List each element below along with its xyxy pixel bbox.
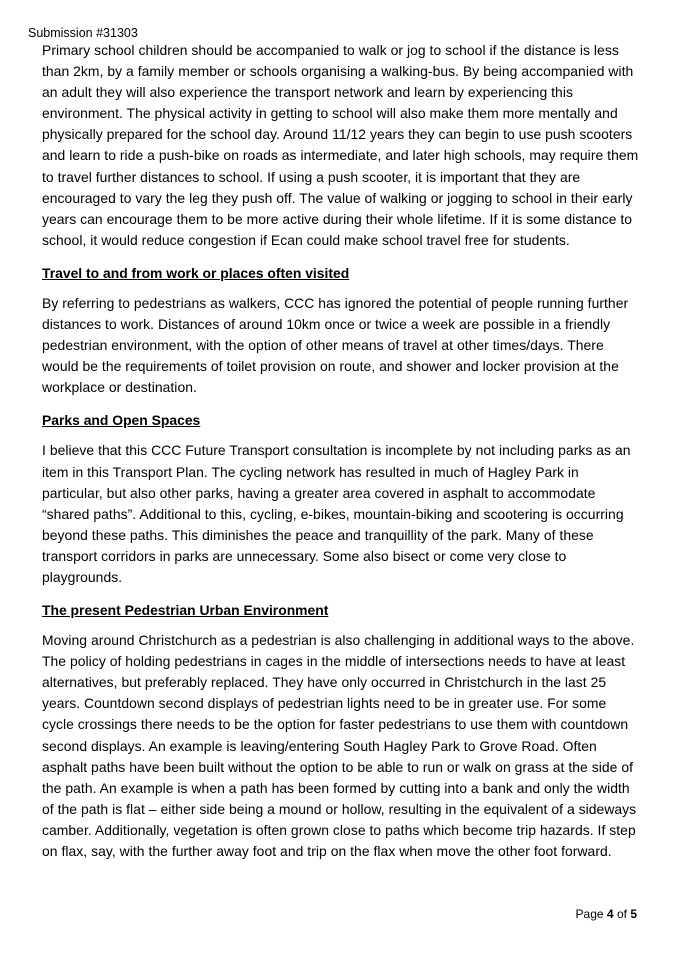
paragraph-school-travel: Primary school children should be accompanied to walk or jog to school if the distance is less than 2km, by a family member or schools organising a walking-bus. By being accompanied with an adult they will also experience the transport network and learn by experiencing this environment. The physical activity in getting to school will also make them more mentally and physically prepared for the school day. Around 11/12 years they can begin to use push scooters and learn to ride a push-bike on roads as intermediate, and later high schools, may require them to travel further distances to school. If using a push scooter, it is important that they are encouraged to vary the leg they push off. The value of walking or jogging to school in their early years can encourage them to be more active during their whole lifetime. If it is some distance to school, it would reduce congestion if Ecan could make school travel free for students.: [42, 42, 639, 248]
heading-parks-open-spaces: Parks and Open Spaces: [42, 412, 201, 429]
heading-travel-to-work: Travel to and from work or places often visited: [42, 264, 350, 281]
page-current: 4: [606, 907, 614, 921]
heading-pedestrian-environment: The present Pedestrian Urban Environment: [42, 602, 329, 619]
paragraph-parks-open-spaces: I believe that this CCC Future Transport consultation is incomplete by not including parks as an item in this Transport Plan. The cycling network has resulted in much of Hagley Park in particular, but also other parks, having a greater area covered in asphalt to accommodate “shared paths”. Additional to this, cycling, e-bikes, mountain-biking and scootering is occurring beyond these paths. This diminishes the peace and tranquillity of the park. Many of these transport corridors in parks are unnecessary. Some also bisect or come very close to playgrounds.: [42, 442, 631, 585]
paragraph-pedestrian-environment: Moving around Christchurch as a pedestrian is also challenging in additional ways to the above. The policy of holding pedestrians in cages in the middle of intersections needs to have at least alternatives, but preferably replaced. They have only occurred in Christchurch in the last 25 years. Countdown second displays of pedestrian lights need to be in greater use. For some cycle crossings there needs to be the option for faster pedestrians to use them with countdown second displays. An example is leaving/entering South Hagley Park to Grove Road. Often asphalt paths have been built without the option to be able to run or walk on grass at the side of the path. An example is when a path has been formed by cutting into a bank and only the width of the path is flat – either side being a mound or hollow, resulting in the equivalent of a sideways camber. Additionally, vegetation is often grown close to paths which become trip hazards. If step on flax, say, with the further away foot and trip on the flax when move the other foot forward.: [42, 632, 637, 859]
page-number: [576, 906, 637, 922]
of-word: of: [616, 907, 627, 921]
submission-header: Submission #31303: [28, 26, 138, 40]
page-word: Page: [575, 907, 604, 921]
paragraph-travel-to-work: By referring to pedestrians as walkers, CCC has ignored the potential of people running further distances to work. Distances of around 10km once or twice a week are possible in a friendly pedestrian environment, with the option of other means of travel at other times/days. There would be the requirements of toilet provision on route, and shower and locker provision at the workplace or destination.: [42, 294, 629, 396]
page-total: 5: [630, 907, 637, 921]
document-body: [42, 40, 642, 862]
